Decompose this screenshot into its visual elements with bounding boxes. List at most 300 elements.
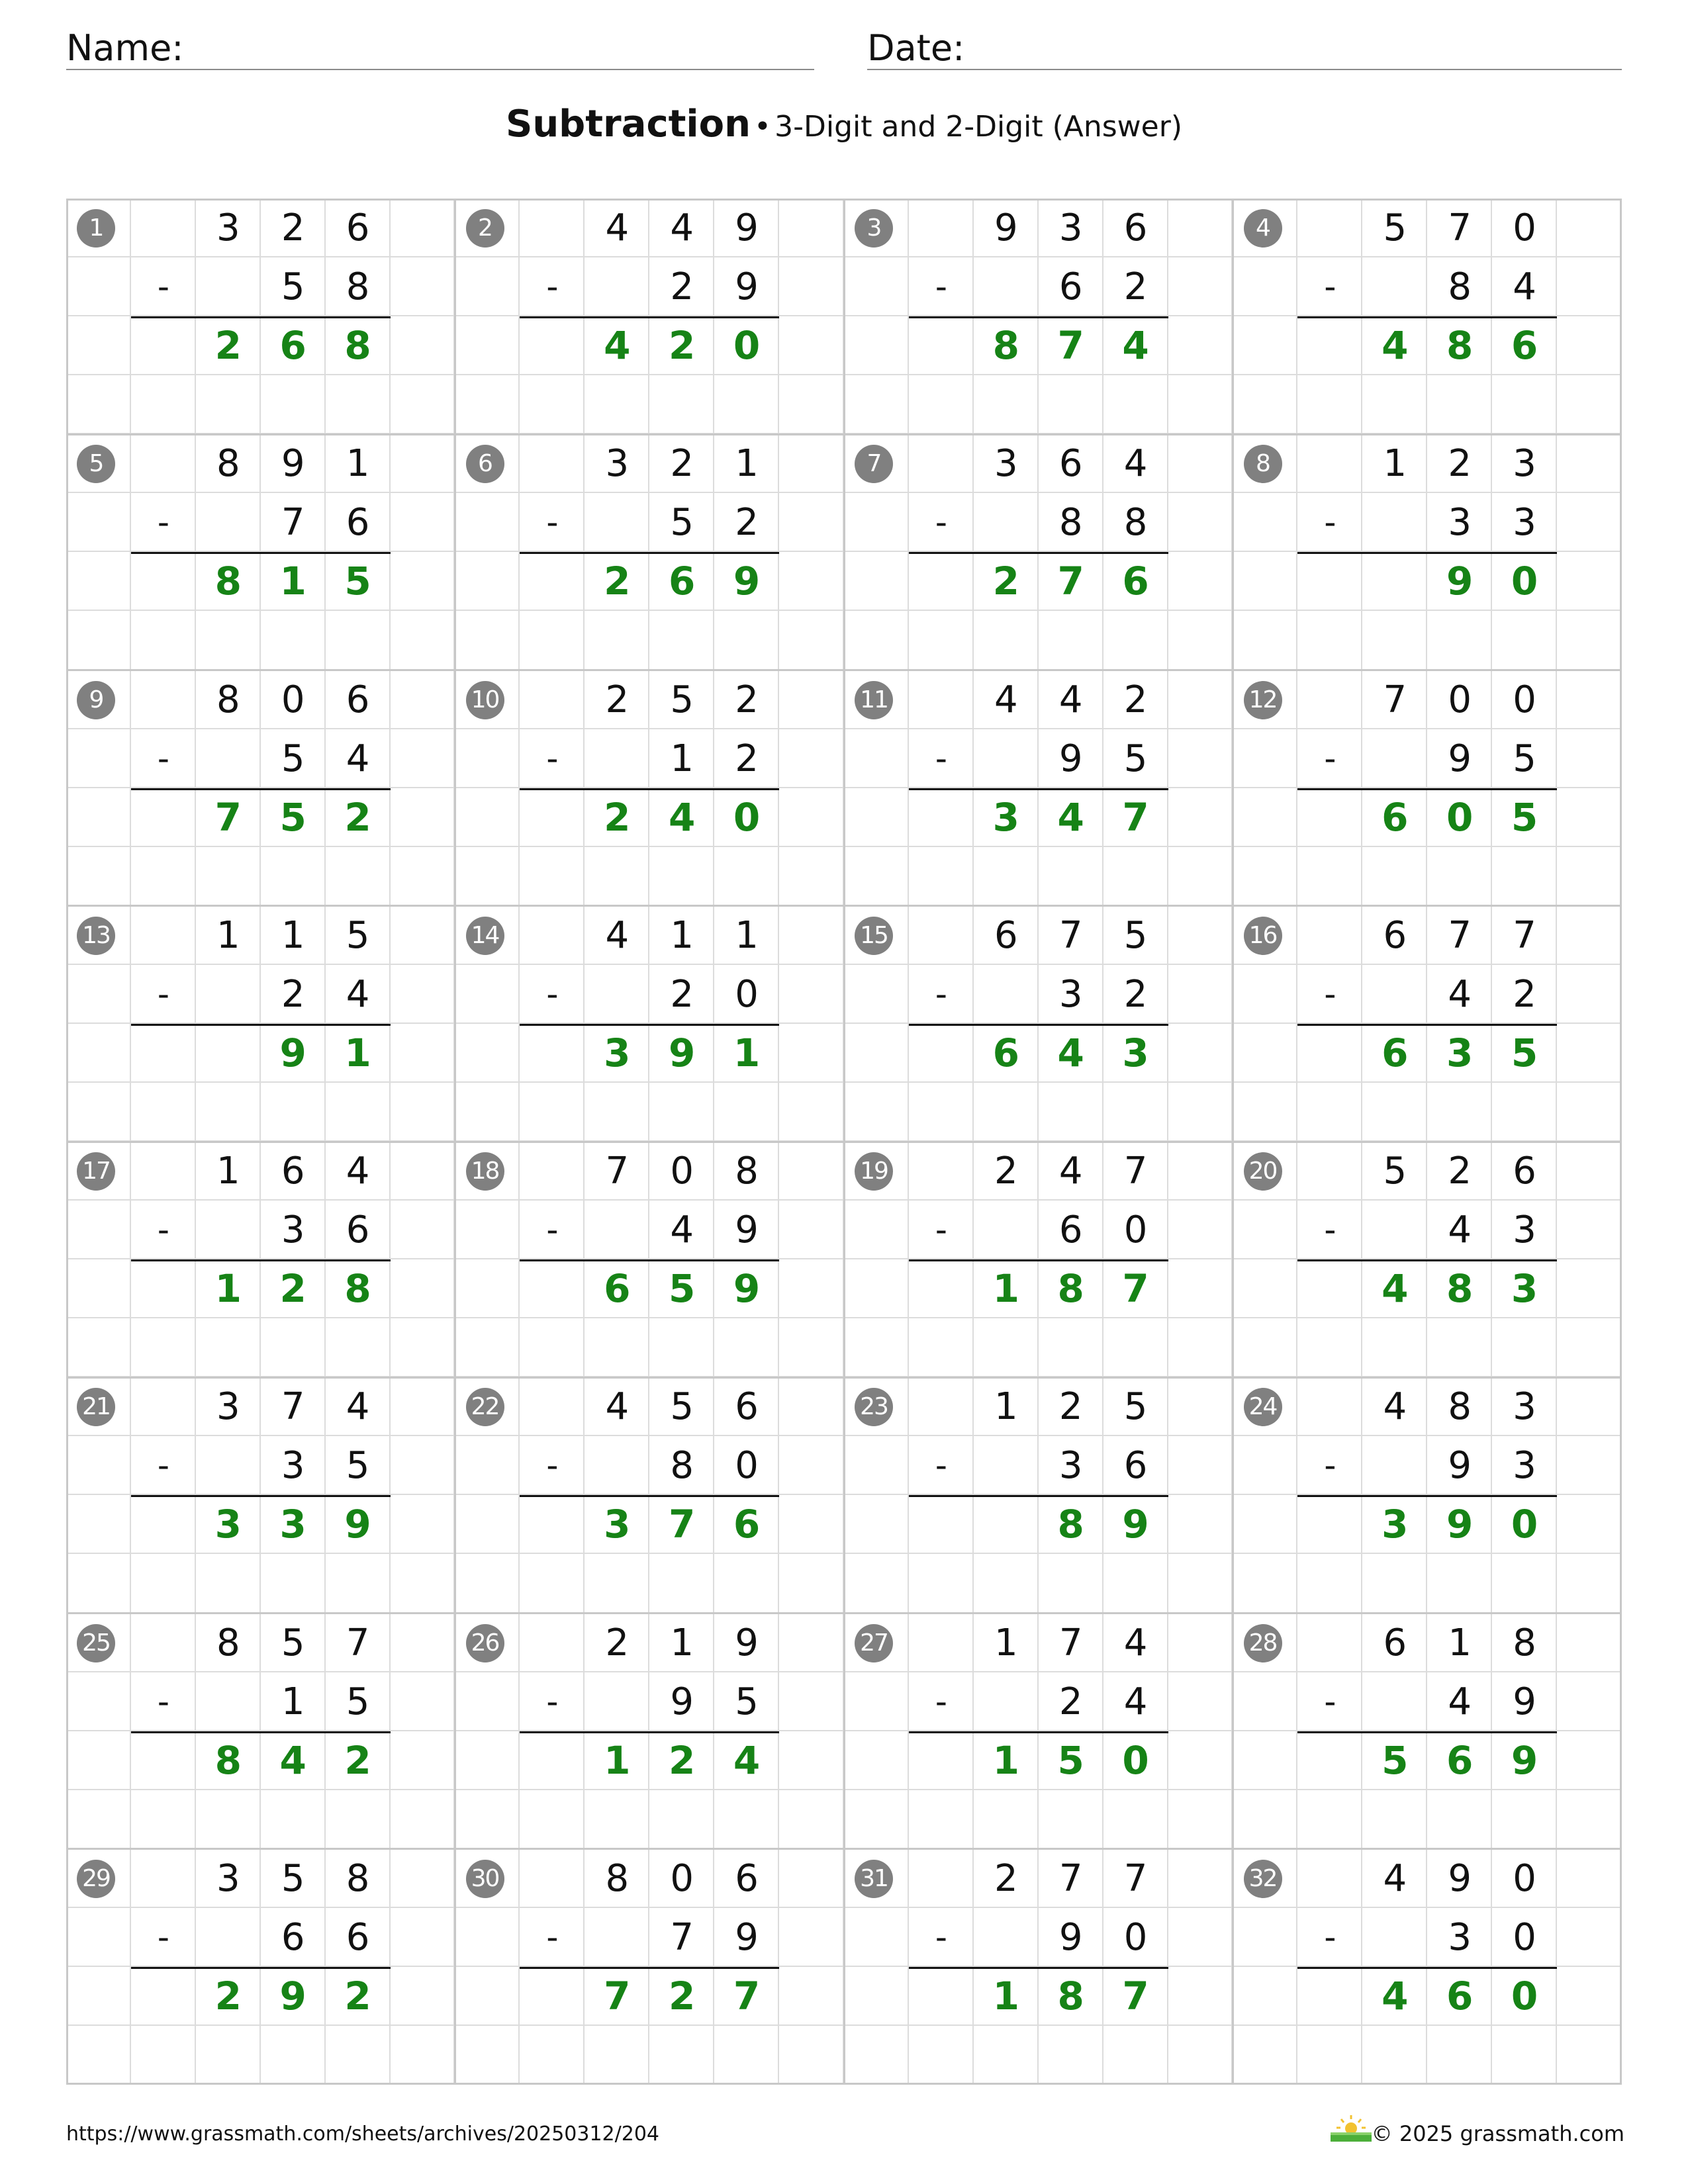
grid-cell [131,1495,196,1554]
grid-cell [1362,1672,1427,1731]
grid-cell [1362,2026,1427,2085]
grid-cell [455,257,520,316]
grid-cell [520,199,585,257]
answer-digit: 4 [279,1737,306,1783]
grid-cell [455,1436,520,1495]
problem-number-badge: 32 [1244,1860,1282,1898]
answer-digit: 3 [214,1502,242,1547]
grid-cell [714,375,779,434]
minuend-digit: 6 [346,678,370,721]
subtrahend-digit: 2 [670,265,694,309]
grid-cell [131,199,196,257]
worksheet-title [0,103,1688,146]
title-separator: • [754,110,771,144]
minus-sign: - [157,267,169,306]
minuend-digit: 1 [670,913,694,957]
grid-cell [1233,1436,1298,1495]
grid-cell [1362,729,1427,788]
minus-sign: - [935,739,947,778]
grid-cell [66,847,131,906]
answer-digit: 6 [1122,559,1149,604]
grid-cell [1297,670,1362,729]
grid-cell [1297,1967,1362,2026]
block-separator-horizontal [66,1141,1622,1143]
grid-cell [844,1436,909,1495]
answer-digit: 7 [669,1502,696,1547]
problem-number-badge: 20 [1244,1152,1282,1191]
answer-digit: 4 [1382,1973,1409,2019]
answer-digit: 5 [1511,794,1538,840]
grid-cell [1557,493,1622,552]
grid-cell [714,1083,779,1142]
answer-line [1297,552,1557,554]
grid-cell [66,1672,131,1731]
grid-cell [909,1142,974,1201]
grid-cell [1297,1142,1362,1201]
answer-digit: 9 [1446,1502,1474,1547]
grid-cell [196,965,261,1024]
name-field [66,25,814,70]
grid-cell [131,316,196,375]
grid-cell [974,1318,1039,1377]
subtrahend-digit: 7 [670,1915,694,1959]
grid-cell [66,1790,131,1849]
answer-digit: 8 [992,323,1019,369]
minuend-digit: 5 [1123,1385,1148,1429]
minuend-digit: 4 [605,913,630,957]
grid-cell [1168,1318,1233,1377]
grid-cell [844,1672,909,1731]
answer-digit: 9 [1446,559,1474,604]
grid-cell [844,2026,909,2085]
grid-cell [196,375,261,434]
minuend-digit: 4 [994,678,1018,721]
answer-digit: 6 [1446,1737,1474,1783]
date-field [867,25,1622,70]
grid-cell [1362,1201,1427,1259]
grid-cell [1557,1142,1622,1201]
answer-digit: 4 [1382,1266,1409,1312]
grid-cell [391,316,455,375]
grid-cell [520,552,585,611]
answer-digit [1362,552,1427,611]
grid-cell [261,1790,326,1849]
grid-cell [131,1614,196,1672]
grid-cell [974,1554,1039,1613]
answer-digit: 1 [604,1737,631,1783]
grid-cell [1557,1259,1622,1318]
minuend-digit: 8 [735,1150,759,1193]
grass-sun-logo-icon [1328,2113,1374,2143]
grid-cell [909,1495,974,1554]
problem-block [66,199,455,434]
problem-block [844,1142,1233,1377]
problem-number-badge: 10 [466,681,504,719]
minuend-digit: 7 [605,1150,630,1193]
answer-digit: 4 [1122,323,1149,369]
grid-cell [1557,670,1622,729]
footer-copyright: © 2025 grassmath.com [1371,2121,1624,2146]
grid-cell [1297,906,1362,965]
grid-cell [1557,2026,1622,2085]
grid-cell [1492,1554,1557,1613]
subtrahend-digit: 3 [1513,1208,1536,1252]
grid-cell [1557,1201,1622,1259]
grid-cell [1297,1554,1362,1613]
grid-cell [1039,1554,1103,1613]
grid-cell [66,1024,131,1083]
grid-cell [131,847,196,906]
minuend-digit: 1 [994,1385,1018,1429]
subtrahend-digit: 0 [735,1444,759,1488]
grid-cell [131,906,196,965]
grid-cell [1427,2026,1492,2085]
problem-number-badge: 9 [77,681,115,719]
grid-cell [1557,788,1622,847]
grid-cell [1103,1790,1168,1849]
grid-cell [1362,375,1427,434]
minus-sign: - [546,1446,559,1485]
minus-sign: - [546,503,559,542]
minuend-digit: 0 [1513,206,1536,250]
grid-cell [131,375,196,434]
block-separator-horizontal [66,1612,1622,1614]
problem-block [844,1377,1233,1613]
grid-cell [455,316,520,375]
grid-cell [66,1908,131,1967]
grid-cell [1168,1731,1233,1790]
answer-digit: 0 [1511,1973,1538,2019]
minuend-digit: 7 [1513,913,1536,957]
grid-cell [520,670,585,729]
answer-digit: 6 [733,1502,761,1547]
grid-cell [391,1436,455,1495]
minus-sign: - [1324,267,1336,306]
minus-sign: - [935,1446,947,1485]
answer-digit: 7 [1057,559,1084,604]
grid-cell [1362,257,1427,316]
minuend-digit: 7 [1123,1856,1148,1900]
minuend-digit: 7 [1383,678,1407,721]
grid-cell [391,670,455,729]
subtrahend-digit: 4 [1448,1680,1472,1723]
answer-digit: 4 [1382,323,1409,369]
grid-cell [391,1614,455,1672]
answer-line [520,1259,779,1261]
grid-cell [520,1849,585,1908]
grid-cell [1557,1614,1622,1672]
grid-cell [1427,611,1492,670]
grid-cell [1427,1318,1492,1377]
grid-cell [391,199,455,257]
grid-cell [1557,199,1622,257]
block-separator-horizontal [66,905,1622,907]
grid-cell [779,1790,844,1849]
grid-cell [779,199,844,257]
problem-block [66,1377,455,1613]
grid-cell [974,1908,1039,1967]
minuend-digit: 7 [1448,206,1472,250]
grid-cell [909,199,974,257]
grid-cell [66,1318,131,1377]
subtrahend-digit: 3 [1513,501,1536,545]
minus-sign: - [935,1210,947,1250]
grid-cell [391,257,455,316]
problem-number-badge: 22 [466,1388,504,1426]
grid-cell [1168,1849,1233,1908]
minuend-digit: 5 [281,1856,305,1900]
grid-cell [1039,611,1103,670]
grid-cell [455,493,520,552]
grid-cell [131,1083,196,1142]
answer-digit: 7 [1057,323,1084,369]
subtrahend-digit: 0 [1123,1208,1148,1252]
answer-digit: 6 [1382,1030,1409,1075]
grid-cell [1427,1083,1492,1142]
minus-sign: - [935,1917,947,1956]
answer-digit: 7 [1122,1266,1149,1312]
grid-cell [131,1967,196,2026]
grid-cell [520,906,585,965]
minuend-digit: 8 [1513,1621,1536,1664]
grid-cell [1103,1318,1168,1377]
problem-grid [66,199,1622,2085]
grid-cell [326,1318,391,1377]
minuend-digit: 4 [1058,1150,1083,1193]
grid-cell [1233,1201,1298,1259]
answer-digit: 0 [1511,1502,1538,1547]
grid-cell [455,1967,520,2026]
grid-cell [1168,1495,1233,1554]
grid-cell [1557,1908,1622,1967]
minuend-digit: 4 [605,1385,630,1429]
minuend-digit: 8 [1448,1385,1472,1429]
problem-number-badge: 4 [1244,209,1282,248]
answer-line [520,1731,779,1733]
answer-digit: 7 [1122,1973,1149,2019]
subtrahend-digit: 9 [735,1915,759,1959]
grid-cell [779,375,844,434]
answer-digit: 8 [344,1266,371,1312]
answer-line [1297,1967,1557,1969]
answer-digit: 0 [1511,559,1538,604]
grid-cell [196,1436,261,1495]
grid-cell [1233,965,1298,1024]
grid-cell [1362,1318,1427,1377]
answer-digit: 9 [279,1030,306,1075]
minuend-digit: 3 [605,442,630,486]
grid-cell [714,1790,779,1849]
answer-line [909,1731,1168,1733]
grid-cell [1297,1849,1362,1908]
grid-cell [1297,316,1362,375]
minus-sign: - [157,1446,169,1485]
answer-digit: 4 [1057,794,1084,840]
grid-cell [131,611,196,670]
grid-cell [1168,1201,1233,1259]
grid-cell [66,1201,131,1259]
minus-sign: - [1324,1446,1336,1485]
answer-line [1297,316,1557,318]
grid-cell [1557,434,1622,493]
subtrahend-digit: 5 [670,501,694,545]
grid-cell [844,493,909,552]
grid-cell [66,1436,131,1495]
answer-digit: 2 [344,1737,371,1783]
minus-sign: - [1324,1682,1336,1721]
subtrahend-digit: 4 [1123,1680,1148,1723]
minuend-digit: 5 [1123,913,1148,957]
answer-digit: 1 [992,1737,1019,1783]
grid-cell [585,1201,649,1259]
answer-digit: 1 [992,1266,1019,1312]
answer-line [131,1495,391,1497]
minuend-digit: 1 [1383,442,1407,486]
grid-cell [1297,552,1362,611]
grid-cell [1362,1554,1427,1613]
grid-cell [844,257,909,316]
minuend-digit: 9 [735,1621,759,1664]
problem-number-badge: 2 [466,209,504,248]
grid-cell [66,316,131,375]
grid-cell [1168,375,1233,434]
grid-cell [66,257,131,316]
grid-cell [391,1259,455,1318]
grid-cell [844,1201,909,1259]
minuend-digit: 2 [1448,1150,1472,1193]
answer-line [1297,1731,1557,1733]
grid-cell [391,906,455,965]
grid-cell [585,257,649,316]
problem-block [455,1614,845,1849]
grid-cell [585,729,649,788]
grid-cell [1168,1259,1233,1318]
grid-cell [1039,847,1103,906]
grid-cell [391,493,455,552]
minus-sign: - [157,739,169,778]
grid-cell [844,375,909,434]
grid-cell [779,1024,844,1083]
grid-cell [1168,965,1233,1024]
grid-cell [585,375,649,434]
subtrahend-digit: 5 [1123,737,1148,780]
grid-cell [326,375,391,434]
answer-line [909,1259,1168,1261]
grid-cell [1297,199,1362,257]
answer-digit: 2 [214,1973,242,2019]
name-label: Name: [66,27,184,69]
grid-cell [1557,1554,1622,1613]
subtrahend-digit: 6 [346,501,370,545]
grid-cell [585,493,649,552]
answer-digit: 6 [1382,794,1409,840]
grid-cell [1297,1790,1362,1849]
grid-cell [520,1259,585,1318]
grid-cell [909,1377,974,1436]
grid-cell [585,847,649,906]
subtrahend-digit: 3 [1513,1444,1536,1488]
grid-cell [909,1024,974,1083]
grid-cell [779,257,844,316]
grid-cell [1233,1554,1298,1613]
answer-digit: 2 [669,323,696,369]
answer-digit [974,1495,1039,1554]
problem-block [1233,1142,1622,1377]
minus-sign: - [1324,739,1336,778]
answer-digit: 8 [1446,1266,1474,1312]
answer-digit: 3 [279,1502,306,1547]
grid-cell [585,965,649,1024]
grid-cell [1103,847,1168,906]
answer-digit: 1 [344,1030,371,1075]
grid-cell [909,611,974,670]
answer-digit: 4 [669,794,696,840]
answer-line [131,1259,391,1261]
grid-cell [1168,788,1233,847]
minuend-digit: 6 [994,913,1018,957]
grid-cell [66,375,131,434]
grid-cell [66,1083,131,1142]
problem-block [66,1142,455,1377]
grid-cell [261,375,326,434]
minuend-digit: 4 [346,1385,370,1429]
grid-cell [391,1967,455,2026]
grid-cell [391,1142,455,1201]
grid-cell [391,1731,455,1790]
grid-cell [1233,1318,1298,1377]
grid-cell [779,552,844,611]
grid-cell [1233,1731,1298,1790]
grid-cell [391,375,455,434]
grid-cell [1168,1083,1233,1142]
grid-cell [1557,316,1622,375]
answer-digit: 2 [669,1737,696,1783]
subtrahend-digit: 2 [670,972,694,1016]
problem-block [1233,434,1622,670]
subtrahend-digit: 5 [1513,737,1536,780]
problem-number-badge: 16 [1244,917,1282,955]
answer-digit: 3 [604,1030,631,1075]
answer-digit: 6 [604,1266,631,1312]
grid-cell [1233,493,1298,552]
grid-cell [131,1377,196,1436]
answer-digit: 6 [279,323,306,369]
grid-cell [909,906,974,965]
problem-number-badge: 26 [466,1624,504,1662]
minuend-digit: 0 [281,678,305,721]
subtrahend-digit: 0 [1513,1915,1536,1959]
grid-cell [844,552,909,611]
grid-cell [1168,670,1233,729]
minus-sign: - [157,1682,169,1721]
problem-block [66,434,455,670]
grid-cell [1103,611,1168,670]
grid-cell [779,1731,844,1790]
minuend-digit: 5 [670,1385,694,1429]
subtrahend-digit: 3 [281,1208,305,1252]
grid-cell [520,434,585,493]
grid-cell [1233,611,1298,670]
grid-cell [1103,1083,1168,1142]
minus-sign: - [1324,974,1336,1013]
grid-cell [1168,1377,1233,1436]
minuend-digit: 1 [1448,1621,1472,1664]
grid-cell [131,1731,196,1790]
minuend-digit: 2 [1123,678,1148,721]
minuend-digit: 1 [994,1621,1018,1664]
minuend-digit: 2 [605,1621,630,1664]
grid-cell [391,1377,455,1436]
